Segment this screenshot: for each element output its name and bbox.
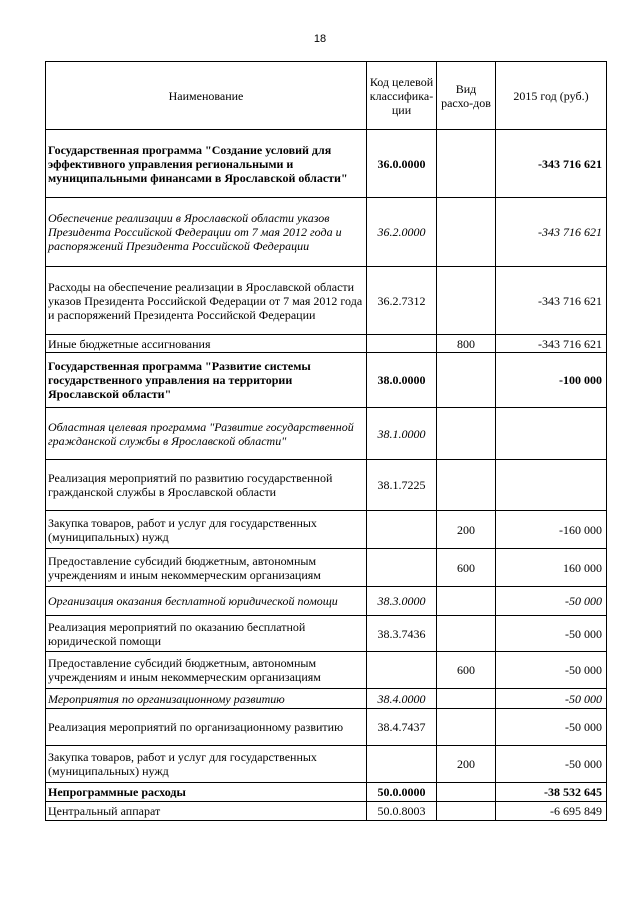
row-code: 38.1.0000 <box>367 408 437 460</box>
row-amount: -343 716 621 <box>496 198 607 267</box>
row-name: Предоставление субсидий бюджетным, автономным учреждениям и иным некоммерческим организациям <box>46 549 367 587</box>
row-name: Расходы на обеспечение реализации в Ярославской области указов Президента Российской Федерации от 7 мая 2012 года и распоряжений Президента Российской Федерации <box>46 267 367 335</box>
row-amount: -343 716 621 <box>496 335 607 353</box>
row-type <box>437 353 496 408</box>
row-type <box>437 783 496 802</box>
header-type: Вид расхо-дов <box>437 62 496 130</box>
table-row <box>46 460 607 511</box>
row-type <box>437 198 496 267</box>
row-amount: -50 000 <box>496 689 607 709</box>
row-name: Обеспечение реализации в Ярославской области указов Президента Российской Федерации от 7 мая 2012 года и распоряжений Президента Российской Федерации <box>46 198 367 267</box>
row-type <box>437 802 496 821</box>
row-name: Закупка товаров, работ и услуг для государственных (муниципальных) нужд <box>46 746 367 783</box>
row-amount: -50 000 <box>496 746 607 783</box>
row-type <box>437 130 496 198</box>
row-amount: -50 000 <box>496 616 607 652</box>
row-amount: -160 000 <box>496 511 607 549</box>
table-row <box>46 408 607 460</box>
row-type <box>437 460 496 511</box>
row-name: Мероприятия по организационному развитию <box>46 689 367 709</box>
row-code: 38.3.7436 <box>367 616 437 652</box>
table-header-row <box>46 62 607 130</box>
row-name: Иные бюджетные ассигнования <box>46 335 367 353</box>
row-code: 38.4.7437 <box>367 709 437 746</box>
row-amount: -6 695 849 <box>496 802 607 821</box>
row-code: 36.2.7312 <box>367 267 437 335</box>
row-type <box>437 709 496 746</box>
table-row <box>46 267 607 335</box>
row-name: Реализация мероприятий по организационному развитию <box>46 709 367 746</box>
table-row <box>46 587 607 616</box>
row-type: 800 <box>437 335 496 353</box>
row-amount: -100 000 <box>496 353 607 408</box>
row-code: 36.2.0000 <box>367 198 437 267</box>
row-type <box>437 689 496 709</box>
row-name: Центральный аппарат <box>46 802 367 821</box>
row-type: 600 <box>437 549 496 587</box>
row-code: 50.0.0000 <box>367 783 437 802</box>
table-row <box>46 549 607 587</box>
row-name: Предоставление субсидий бюджетным, автономным учреждениям и иным некоммерческим организациям <box>46 652 367 689</box>
row-amount: -50 000 <box>496 709 607 746</box>
table-row <box>46 802 607 821</box>
row-code <box>367 652 437 689</box>
header-name: Наименование <box>46 62 367 130</box>
row-code <box>367 335 437 353</box>
row-name: Закупка товаров, работ и услуг для государственных (муниципальных) нужд <box>46 511 367 549</box>
table-row <box>46 198 607 267</box>
row-amount: 160 000 <box>496 549 607 587</box>
header-code: Код целевой классифика-ции <box>367 62 437 130</box>
table-row <box>46 335 607 353</box>
row-amount: -343 716 621 <box>496 130 607 198</box>
row-name: Реализация мероприятий по развитию государственной гражданской службы в Ярославской области <box>46 460 367 511</box>
row-amount <box>496 460 607 511</box>
table-body <box>46 130 607 821</box>
table-row <box>46 616 607 652</box>
row-amount: -38 532 645 <box>496 783 607 802</box>
row-code: 38.4.0000 <box>367 689 437 709</box>
table-row <box>46 709 607 746</box>
row-name: Реализация мероприятий по оказанию бесплатной юридической помощи <box>46 616 367 652</box>
row-type: 600 <box>437 652 496 689</box>
budget-table <box>45 61 607 821</box>
row-name: Организация оказания бесплатной юридической помощи <box>46 587 367 616</box>
header-amount: 2015 год (руб.) <box>496 62 607 130</box>
row-type <box>437 587 496 616</box>
row-code: 38.3.0000 <box>367 587 437 616</box>
row-type: 200 <box>437 511 496 549</box>
table-row <box>46 689 607 709</box>
row-type: 200 <box>437 746 496 783</box>
row-code: 38.0.0000 <box>367 353 437 408</box>
row-amount: -50 000 <box>496 652 607 689</box>
row-name: Государственная программа "Создание условий для эффективного управления региональными и муниципальными финансами в Ярославской области" <box>46 130 367 198</box>
row-code <box>367 746 437 783</box>
row-code: 38.1.7225 <box>367 460 437 511</box>
row-name: Государственная программа "Развитие системы государственного управления на территории Ярославской области" <box>46 353 367 408</box>
row-code: 36.0.0000 <box>367 130 437 198</box>
row-name: Непрограммные расходы <box>46 783 367 802</box>
table-row <box>46 353 607 408</box>
row-amount: -343 716 621 <box>496 267 607 335</box>
row-code <box>367 549 437 587</box>
row-type <box>437 267 496 335</box>
table-row <box>46 746 607 783</box>
row-code: 50.0.8003 <box>367 802 437 821</box>
row-code <box>367 511 437 549</box>
table-row <box>46 130 607 198</box>
row-type <box>437 616 496 652</box>
table-row <box>46 511 607 549</box>
table-row <box>46 783 607 802</box>
table-row <box>46 652 607 689</box>
row-amount <box>496 408 607 460</box>
row-amount: -50 000 <box>496 587 607 616</box>
row-name: Областная целевая программа "Развитие государственной гражданской службы в Ярославской области" <box>46 408 367 460</box>
row-type <box>437 408 496 460</box>
page-number: 18 <box>313 33 327 45</box>
